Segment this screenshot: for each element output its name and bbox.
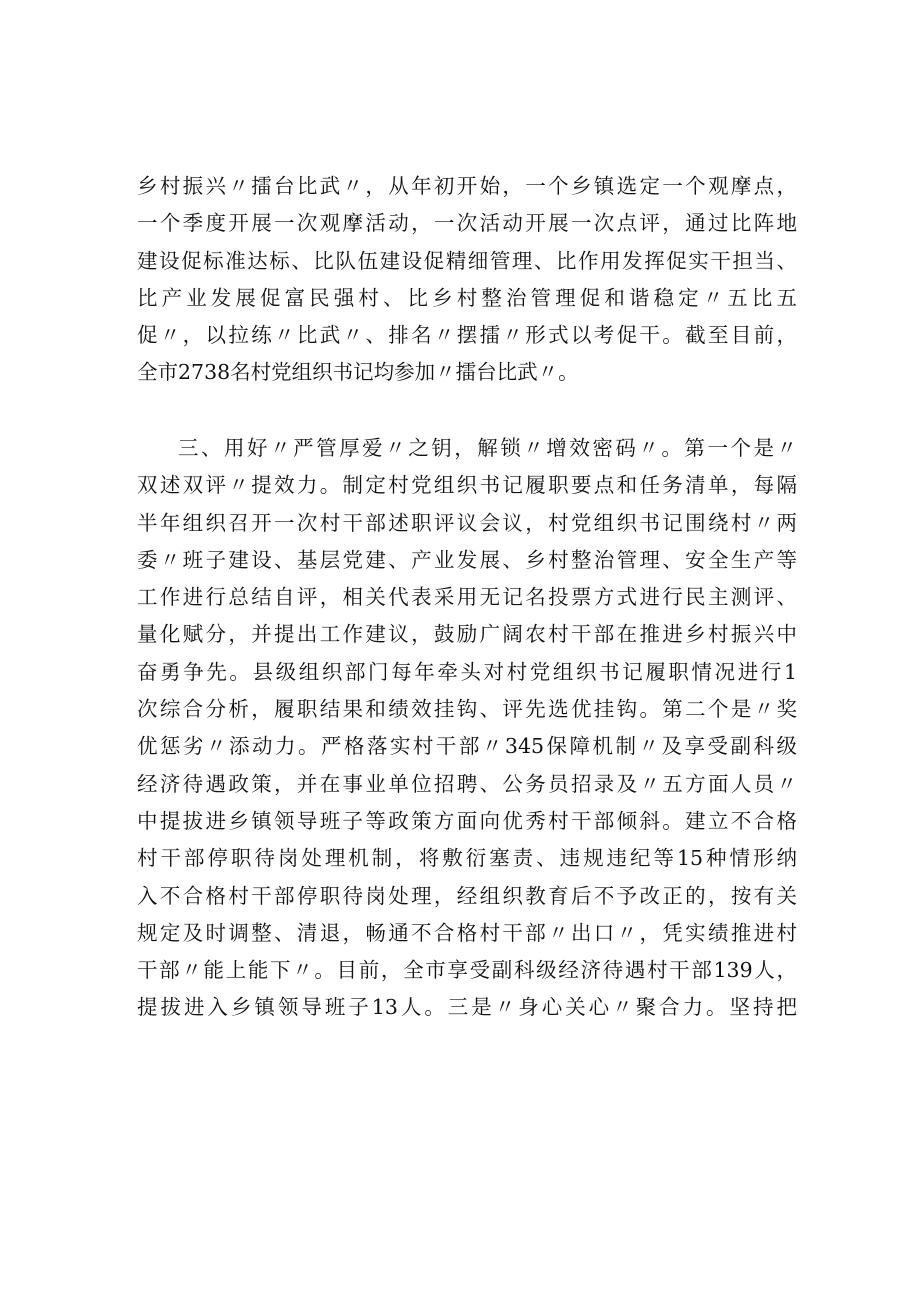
paragraph-line: 次综合分析，履职结果和绩效挂钩、评先选优挂钩。第二个是〃奖 (137, 697, 797, 722)
paragraph-line: 一个季度开展一次观摩活动，一次活动开展一次点评，通过比阵地 (137, 211, 797, 236)
paragraph-line: 乡村振兴〃擂台比武〃，从年初开始，一个乡镇选定一个观摩点， (137, 174, 797, 198)
paragraph-line: 双述双评〃提效力。制定村党组织书记履职要点和任务清单，每隔 (137, 473, 797, 498)
paragraph-line: 干部〃能上能下〃。目前，全市享受副科级经济待遇村干部139人， (137, 958, 797, 983)
paragraph-line: 村干部停职待岗处理机制，将敷衍塞责、违规违纪等15种情形纳 (137, 846, 797, 871)
paragraph-line: 中提拔进乡镇领导班子等政策方面向优秀村干部倾斜。建立不合格 (137, 808, 797, 833)
paragraph-line: 委〃班子建设、基层党建、产业发展、乡村整治管理、安全生产等 (137, 547, 797, 572)
paragraph-line: 全市2738名村党组织书记均参加〃擂台比武〃。 (137, 360, 579, 385)
paragraph-line: 优惩劣〃添动力。严格落实村干部〃345保障机制〃及享受副科级 (137, 734, 797, 759)
paragraph-line: 规定及时调整、清退，畅通不合格村干部〃出口〃，凭实绩推进村 (137, 920, 797, 945)
paragraph-line: 三、用好〃严管厚爱〃之钥，解锁〃增效密码〃。第一个是〃 (178, 436, 797, 460)
paragraph-1 (137, 168, 797, 392)
paragraph-line: 经济待遇政策，并在事业单位招聘、公务员招录及〃五方面人员〃 (137, 771, 797, 796)
paragraph-2 (137, 430, 797, 1027)
paragraph-line: 半年组织召开一次村干部述职评议会议，村党组织书记围绕村〃两 (137, 510, 797, 535)
paragraph-line: 奋勇争先。县级组织部门每年牵头对村党组织书记履职情况进行1 (137, 659, 797, 684)
paragraph-line: 工作进行总结自评，相关代表采用无记名投票方式进行民主测评、 (137, 585, 797, 610)
paragraph-line: 入不合格村干部停职待岗处理，经组织教育后不予改正的，按有关 (137, 883, 797, 908)
paragraph-line: 提拔进入乡镇领导班子13人。三是〃身心关心〃聚合力。坚持把 (137, 995, 797, 1020)
paragraph-line: 建设促标准达标、比队伍建设促精细管理、比作用发挥促实干担当、 (137, 248, 797, 273)
paragraph-line: 比产业发展促富民强村、比乡村整治管理促和谐稳定〃五比五 (137, 285, 797, 310)
paragraph-line: 促〃，以拉练〃比武〃、排名〃摆擂〃形式以考促干。截至目前， (137, 323, 797, 348)
paragraph-line: 量化赋分，并提出工作建议，鼓励广阔农村干部在推进乡村振兴中 (137, 622, 797, 647)
